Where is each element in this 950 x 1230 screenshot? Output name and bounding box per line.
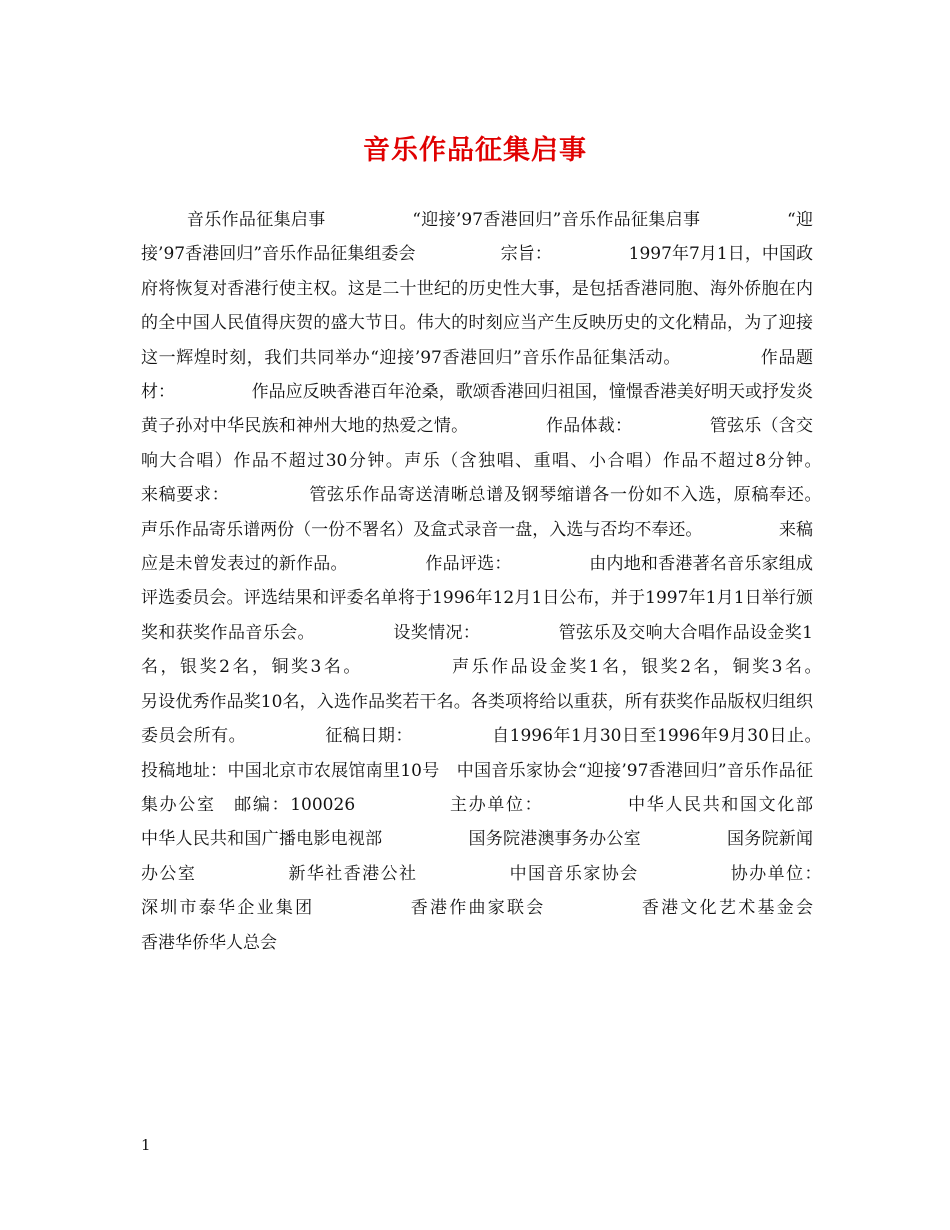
page-number: 1 bbox=[141, 1136, 151, 1154]
document-title: 音乐作品征集启事 bbox=[363, 135, 587, 166]
document-body: 音乐作品征集启事 “迎接’97香港回归”音乐作品征集启事 “迎接’97香港回归”音乐作品征集组委会 宗旨： 1997年7月1日，中国政府将恢复对香港行使主权。这是二十世纪的历史性大事，是包括香港同胞、海外侨胞在内的全中国人民值得庆贺的盛大节日。伟大的时刻应当产生反映历史的文化精品，为了迎接这一辉煌时刻，我们共同举办“迎接’97香港回归”音乐作品征集活动。 作品题材： 作品应反映香港百年沧桑，歌颂香港回归祖国，憧憬香港美好明天或抒发炎黄子孙对中华民族和神州大地的热爱之情。 作品体裁： 管弦乐（含交响大合唱）作品不超过30分钟。声乐（含独唱、重唱、小合唱）作品不超过8分钟。 来稿要求： 管弦乐作品寄送清晰总谱及钢琴缩谱各一份如不入选，原稿奉还。 声乐作品寄乐谱两份（一份不署名）及盒式录音一盘，入选与否均不奉还。 来稿应是未曾发表过的新作品。 作品评选： 由内地和香港著名音乐家组成评选委员会。评选结果和评委名单将于1996年12月1日公布，并于1997年1月1日举行颁奖和获奖作品音乐会。 设奖情况： 管弦乐及交响大合唱作品设金奖1名，银奖2名，铜奖3名。 声乐作品设金奖1名，银奖2名，铜奖3名。 另设优秀作品奖10名，入选作品奖若干名。各类项将给以重获，所有获奖作品版权归组织委员会所有。 征稿日期： 自1996年1月30日至1996年9月30日止。 投稿地址：中国北京市农展馆南里10号 中国音乐家协会“迎接’97香港回归”音乐作品征集办公室 邮编：100026 主办单位： 中华人民共和国文化部 中华人民共和国广播电影电视部 国务院港澳事务办公室 国务院新闻办公室 新华社香港公社 中国音乐家协会 协办单位： 深圳市泰华企业集团 香港作曲家联会 香港文化艺术基金会 香港华侨华人总会 bbox=[141, 210, 898, 953]
